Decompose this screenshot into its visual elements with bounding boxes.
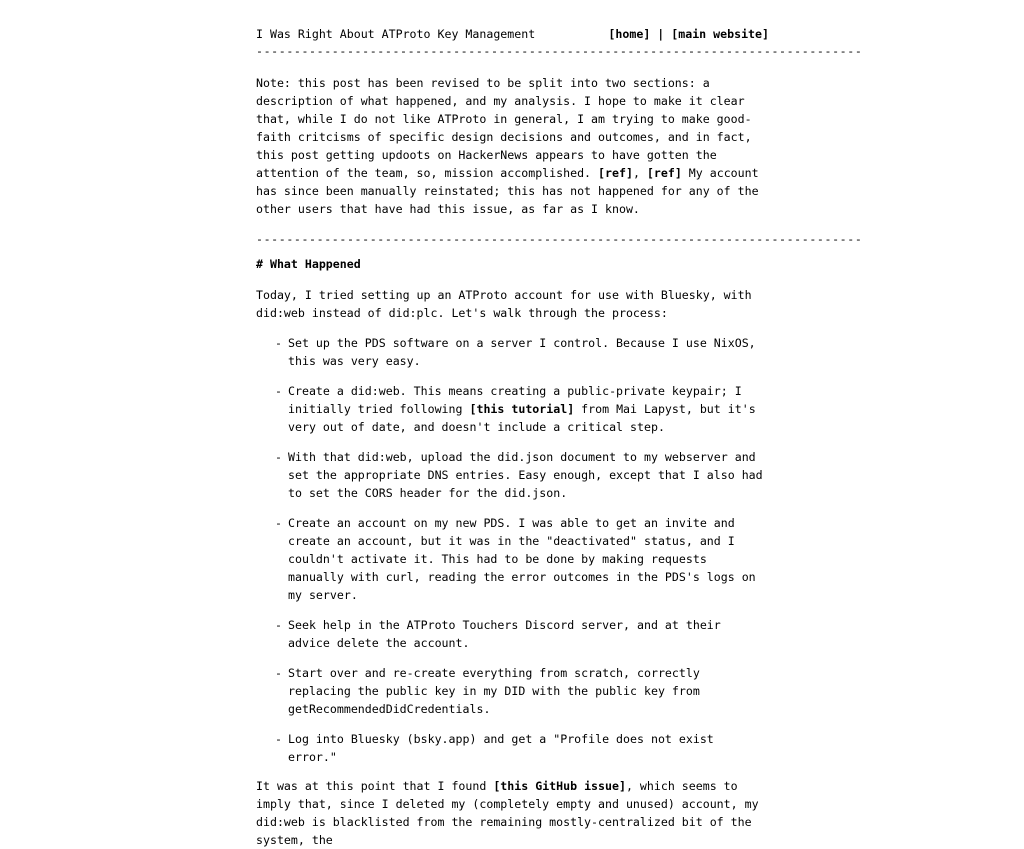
page-header: [256, 24, 769, 44]
outro-text-1: It was at this point that I found: [256, 779, 494, 793]
main-website-link[interactable]: [main website]: [671, 27, 769, 41]
ref-link-1[interactable]: [ref]: [598, 166, 633, 180]
step-text: Create a did:web. This means creating a public-private keypair; I initially tried following: [288, 384, 742, 416]
github-issue-link[interactable]: [this GitHub issue]: [493, 779, 626, 793]
divider-rule: --------------------------------------------------------------------------------: [256, 44, 863, 58]
list-item: - Set up the PDS software on a server I control. Because I use NixOS, this was very easy.: [256, 334, 769, 370]
list-item: - Create an account on my new PDS. I was able to get an invite and create an account, but it was in the "deactivated" status, and I couldn't activate it. This had to be done by making requests manually with curl, reading the error outcomes in the PDS's logs on my server.: [256, 514, 769, 604]
list-item: - Log into Bluesky (bsky.app) and get a "Profile does not exist error.": [256, 730, 769, 766]
outro-text-2: , which seems to imply that, since I deleted my (completely empty and unused) account, my did:web is blacklisted from the remaining mostly-centralized bit of the system, the: [256, 779, 759, 847]
steps-list: [256, 334, 769, 766]
note-text-1: Note: this post has been revised to be split into two sections: a description of what happened, and my analysis. I hope to make it clear that, while I do not like ATProto in general, I am trying to make good-faith critcisms of specific design decisions and outcomes, and in fact, this post getting updoots on HackerNews appears to have gotten the attention of the team, so, mission accomplished.: [256, 76, 752, 180]
site-nav: [608, 24, 769, 44]
section-heading: # What Happened: [256, 257, 361, 271]
outro-paragraph: [256, 777, 769, 849]
list-item: - Seek help in the ATProto Touchers Discord server, and at their advice delete the account.: [256, 616, 769, 652]
page-title: I Was Right About ATProto Key Management: [256, 27, 536, 41]
note-comma: ,: [632, 166, 647, 180]
home-link[interactable]: [home]: [608, 27, 651, 41]
article: [256, 24, 863, 849]
ref-link-2[interactable]: [ref]: [646, 166, 682, 180]
note-text-2: My account has since been manually reinstated; this has not happened for any of the other users that have had this issue, as far as I know.: [256, 166, 759, 216]
section-intro: Today, I tried setting up an ATProto account for use with Bluesky, with did:web instead of did:plc. Let's walk through the process:: [256, 288, 752, 320]
step-text: from Mai Lapyst, but it's very out of date, and doesn't include a critical step.: [288, 402, 756, 434]
tutorial-link[interactable]: [this tutorial]: [469, 402, 575, 416]
divider-rule: --------------------------------------------------------------------------------: [256, 232, 863, 246]
list-item: - Start over and re-create everything from scratch, correctly replacing the public key in my DID with the public key from getRecommendedDidCredentials.: [256, 664, 769, 718]
nav-separator: |: [650, 27, 672, 41]
list-item: [256, 382, 769, 436]
list-item: - With that did:web, upload the did.json document to my webserver and set the appropriate DNS entries. Easy enough, except that I also had to set the CORS header for the did.json.: [256, 448, 769, 502]
revision-note: [256, 74, 769, 218]
